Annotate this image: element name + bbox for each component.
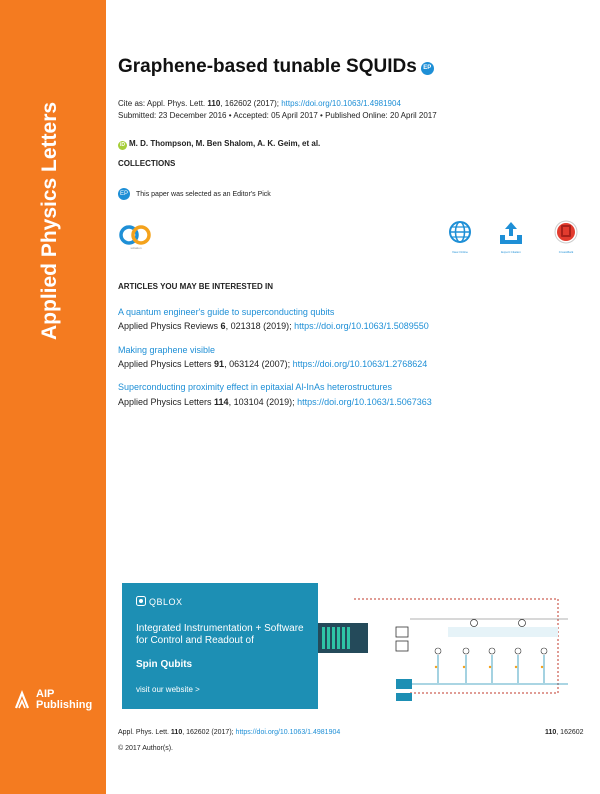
globe-icon: [440, 218, 480, 250]
aip-publishing-logo[interactable]: [14, 688, 104, 714]
related-volume: 91: [214, 359, 225, 369]
scitation-logo-icon: [118, 222, 154, 246]
ad-panel: [122, 583, 318, 709]
ad-brand-text: QBLOX: [149, 597, 183, 607]
collections-heading: COLLECTIONS: [118, 159, 176, 168]
journal-sidebar: [0, 0, 106, 794]
related-article-citation: [118, 397, 432, 407]
ad-brand: [136, 596, 183, 607]
footer-volume: 110: [170, 729, 183, 736]
editors-pick-icon: EP: [421, 62, 434, 75]
crossmark-button[interactable]: [546, 218, 586, 258]
scitation-logo[interactable]: [118, 222, 154, 254]
editors-pick-icon: EP: [118, 188, 130, 200]
qblox-advertisement[interactable]: [122, 583, 582, 709]
journal-name: Applied Physics Letters: [38, 101, 61, 340]
related-journal: Applied Physics Letters: [118, 397, 215, 407]
authors-line: [118, 139, 320, 150]
related-pages: , 103104 (2019);: [228, 397, 298, 407]
cite-rest: , 162602 (2017);: [220, 99, 282, 108]
view-online-button[interactable]: [440, 218, 480, 258]
editor-pick-text[interactable]: This paper was selected as an Editor's Pick: [136, 190, 271, 198]
related-article-citation: [118, 359, 427, 369]
article-doi-link[interactable]: https://doi.org/10.1063/1.4981904: [281, 99, 401, 108]
related-pages: , 063124 (2007);: [224, 359, 293, 369]
qubit-setup-diagram-icon: [318, 583, 582, 709]
footer-copyright: © 2017 Author(s).: [118, 745, 173, 752]
footer-page-rest: , 162602: [556, 729, 584, 736]
scitation-caption: scitation: [130, 246, 142, 250]
related-volume: 114: [214, 397, 229, 407]
authors[interactable]: M. D. Thompson, M. Ben Shalom, A. K. Geim, et al.: [129, 139, 321, 148]
footer-doi-link[interactable]: https://doi.org/10.1063/1.4981904: [235, 729, 341, 736]
ad-website-link[interactable]: visit our website >: [136, 685, 200, 694]
editor-pick-note: [118, 188, 271, 200]
related-doi-link[interactable]: https://doi.org/10.1063/1.2768624: [292, 359, 428, 369]
ad-text: Integrated Instrumentation + Software for Control and Readout of: [136, 623, 304, 646]
publication-dates: Submitted: 23 December 2016 • Accepted: 05 April 2017 • Published Online: 20 April 2017: [118, 111, 437, 120]
ad-diagram: [318, 583, 582, 709]
export-citation-label: Export Citation: [501, 250, 521, 254]
related-article-citation: [118, 321, 429, 331]
related-article-title[interactable]: A quantum engineer's guide to superconducting qubits: [118, 307, 335, 317]
cite-label: Cite as: Appl. Phys. Lett.: [118, 99, 208, 108]
crossmark-icon: [546, 218, 586, 250]
footer-cite-prefix: Appl. Phys. Lett.: [118, 729, 171, 736]
footer-citation: [118, 729, 340, 736]
cite-volume: 110: [207, 99, 221, 108]
cite-as-line: [118, 99, 401, 108]
footer-page-number: [545, 729, 584, 736]
publisher-line2: Publishing: [36, 699, 93, 711]
related-pages: , 021318 (2019);: [225, 321, 295, 331]
related-journal: Applied Physics Letters: [118, 359, 215, 369]
crossmark-label: CrossMark: [558, 250, 574, 254]
footer-page-volume: 110: [545, 729, 557, 736]
footer-cite-rest: , 162602 (2017);: [182, 729, 236, 736]
related-articles-heading: ARTICLES YOU MAY BE INTERESTED IN: [118, 282, 273, 291]
article-title-text: Graphene-based tunable SQUIDs: [118, 56, 417, 77]
related-journal: Applied Physics Reviews: [118, 321, 221, 331]
view-online-label: View Online: [452, 250, 468, 254]
article-title: [118, 56, 434, 78]
related-article-title[interactable]: Making graphene visible: [118, 345, 216, 355]
ad-headline: Spin Qubits: [136, 659, 193, 670]
related-doi-link[interactable]: https://doi.org/10.1063/1.5067363: [297, 397, 432, 407]
qblox-logo-icon: [136, 596, 146, 606]
related-article-title[interactable]: Superconducting proximity effect in epitaxial Al-InAs heterostructures: [118, 382, 392, 392]
export-icon: [491, 218, 531, 250]
publisher-line1: AIP: [36, 688, 55, 700]
related-doi-link[interactable]: https://doi.org/10.1063/1.5089550: [294, 321, 429, 331]
export-citation-button[interactable]: [491, 218, 531, 258]
related-volume: 6: [220, 321, 226, 331]
orcid-icon: iD: [120, 142, 125, 148]
aip-logo-icon: [14, 690, 32, 710]
